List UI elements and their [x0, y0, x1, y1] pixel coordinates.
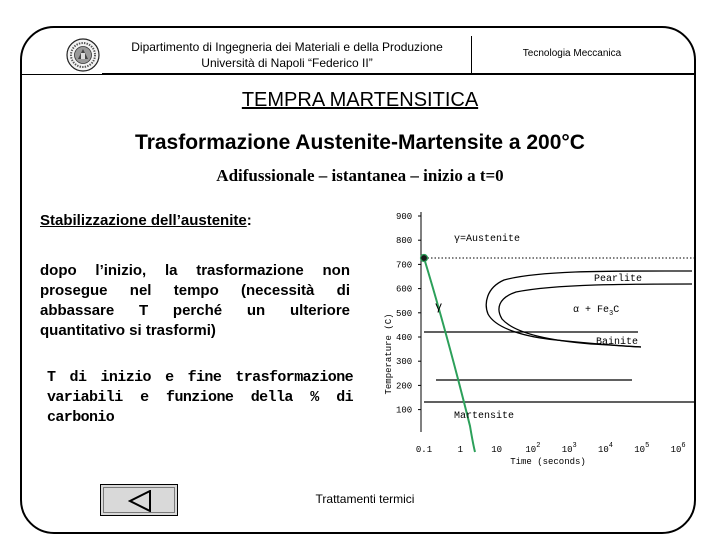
pearlite-label: Pearlite: [594, 274, 643, 285]
department-name: [102, 39, 472, 71]
x-ticks: [416, 442, 686, 455]
martensite-label: Martensite: [454, 411, 515, 422]
quench-path: [424, 258, 475, 452]
y-tick-label: 200: [396, 381, 413, 392]
alpha-subscript: 3: [609, 310, 614, 318]
footer-text: Trattamenti termici: [315, 492, 415, 506]
stabilization-heading: [40, 212, 252, 229]
page-subtitle: Trasformazione Austenite-Martensite a 200°C: [135, 131, 585, 154]
bainite-label: Bainite: [596, 337, 639, 348]
y-tick-label: 400: [396, 333, 413, 343]
x-tick-label: $10^2$: [525, 442, 541, 455]
x-tick-label: 10: [491, 445, 503, 455]
stabilization-heading-colon: :: [246, 212, 252, 229]
university-seal-icon: [66, 38, 100, 72]
y-tick-label: 100: [396, 405, 413, 416]
x-tick-label: $10^5$: [634, 442, 650, 455]
alpha-fe3c-label: [573, 305, 619, 318]
austenite-label: γ=Austenite: [454, 234, 521, 245]
x-tick-label: 1: [457, 445, 464, 455]
x-tick-label: 0.1: [415, 445, 433, 455]
x-tick-label: $10^3$: [561, 442, 577, 455]
department-line-1: Dipartimento di Ingegneria dei Materiali e della Produzione: [131, 40, 443, 54]
gamma-label: γ: [435, 300, 443, 314]
y-tick-label: 900: [396, 212, 413, 222]
alpha-prefix: α + Fe: [573, 305, 610, 316]
y-axis-label: Temperature (C): [384, 313, 394, 395]
quench-start-point: [421, 255, 428, 262]
stabilization-heading-text: Stabilizzazione dell’austenite: [40, 212, 247, 229]
x-tick-label: $10^6$: [670, 442, 686, 455]
y-tick-label: 800: [396, 236, 413, 247]
page-subsubtitle: Adifussionale – istantanea – inizio a t=0: [216, 166, 504, 185]
y-tick-label: 600: [396, 284, 413, 295]
paragraph-temperature: T di inizio e fine trasformazione variabili e funzione della % di carbonio: [47, 369, 353, 426]
header-divider: [22, 74, 694, 75]
y-tick-label: 300: [396, 357, 413, 368]
paragraph-stabilization: dopo l’inizio, la trasformazione non prosegue nel tempo (necessità di abbassare T perché un ulteriore quantitativo si trasformi): [40, 262, 350, 339]
alpha-suffix: C: [613, 305, 620, 316]
y-ticks: [396, 212, 421, 416]
course-name: Tecnologia Meccanica: [522, 48, 622, 59]
department-line-2: Università di Napoli “Federico II”: [201, 56, 373, 70]
x-axis-label: Time (seconds): [510, 457, 586, 467]
transformation-diagram: [366, 204, 696, 480]
y-tick-label: 500: [396, 308, 413, 319]
x-tick-label: $10^4$: [597, 442, 614, 455]
page-title: TEMPRA MARTENSITICA: [241, 89, 479, 111]
y-tick-label: 700: [396, 260, 413, 271]
